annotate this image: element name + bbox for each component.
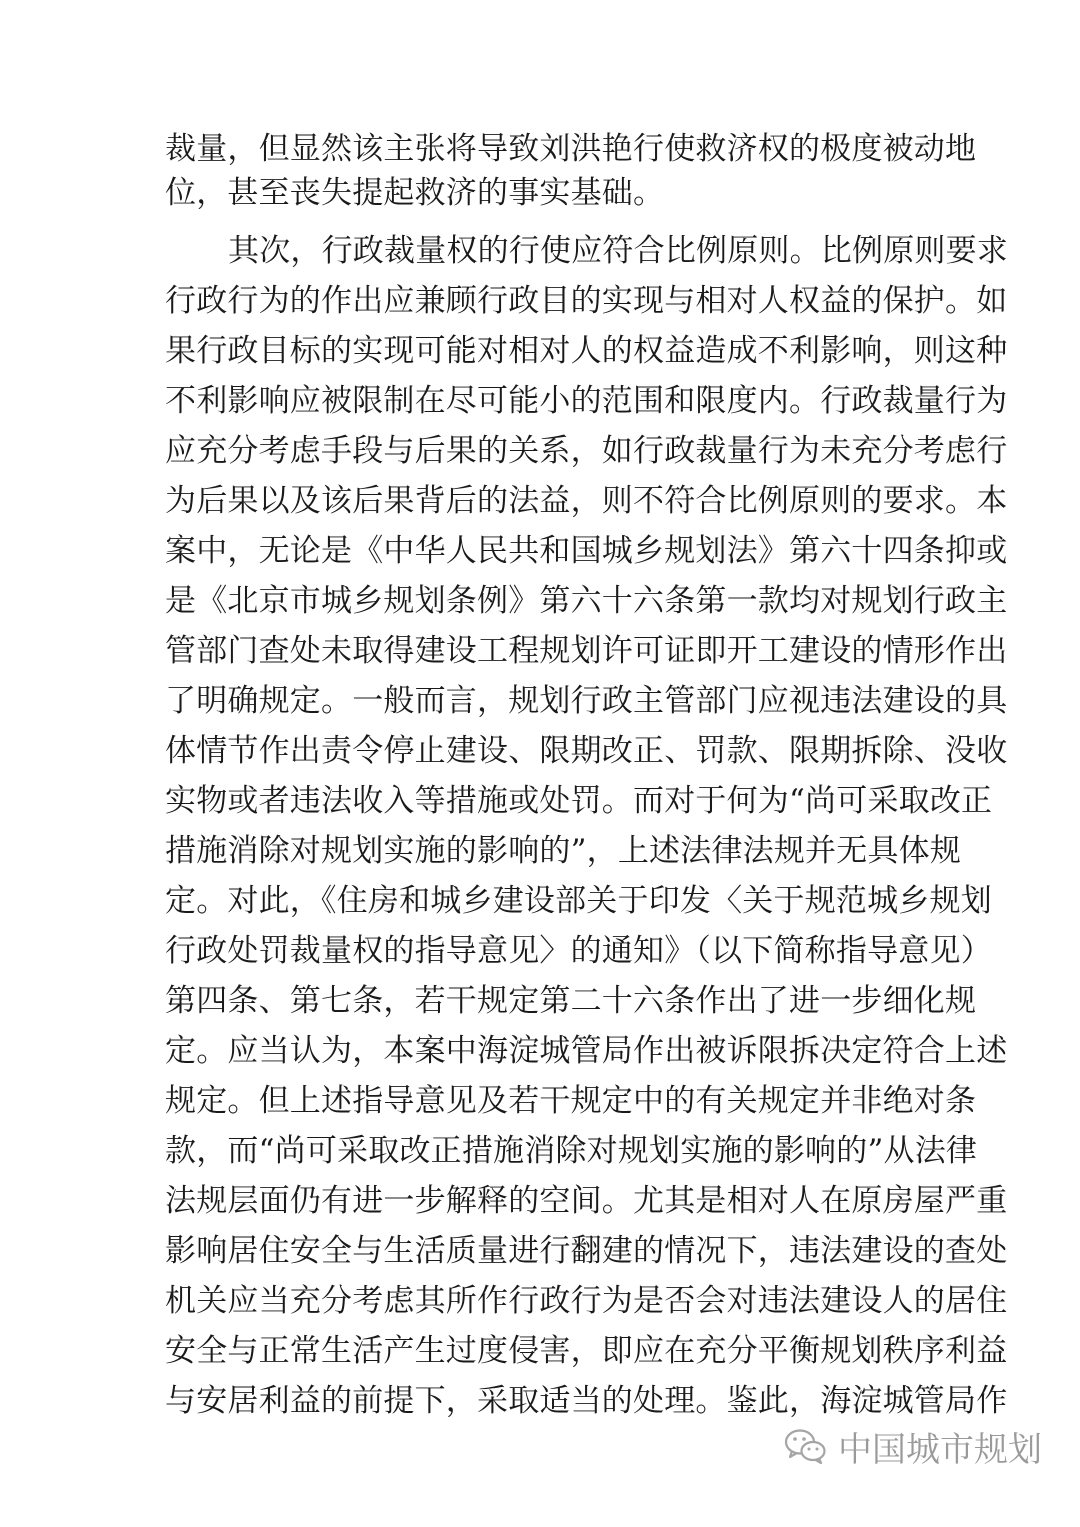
text-line: 措施消除对规划实施的影响的”，上述法律法规并无具体规 <box>165 833 962 869</box>
text-line: 行政行为的作出应兼顾行政目的实现与相对人权益的保护。如 <box>165 283 1008 319</box>
text-line: 案中，无论是《中华人民共和国城乡规划法》第六十四条抑或 <box>165 533 1008 569</box>
text-line: 其次，行政裁量权的行使应符合比例原则。比例原则要求 <box>228 233 1008 269</box>
text-line: 裁量，但显然该主张将导致刘洪艳行使救济权的极度被动地 <box>165 131 977 167</box>
text-line: 安全与正常生活产生过度侵害，即应在充分平衡规划秩序利益 <box>165 1333 1008 1369</box>
text-line: 实物或者违法收入等措施或处罚。而对于何为“尚可采取改正 <box>165 783 993 819</box>
text-line: 管部门查处未取得建设工程规划许可证即开工建设的情形作出 <box>165 633 1008 669</box>
wechat-icon <box>784 1426 828 1466</box>
text-line: 行政处罚裁量权的指导意见〉的通知》（以下简称指导意见） <box>165 933 992 969</box>
text-line: 定。应当认为，本案中海淀城管局作出被诉限拆决定符合上述 <box>165 1033 1008 1069</box>
text-line: 与安居利益的前提下，采取适当的处理。鉴此，海淀城管局作 <box>165 1383 1008 1419</box>
text-line: 体情节作出责令停止建设、限期改正、罚款、限期拆除、没收 <box>165 733 1008 769</box>
watermark-text: 中国城市规划 <box>838 1429 1042 1470</box>
text-line: 为后果以及该后果背后的法益，则不符合比例原则的要求。本 <box>165 483 1008 519</box>
text-line: 不利影响应被限制在尽可能小的范围和限度内。行政裁量行为 <box>165 383 1008 419</box>
text-line: 定。对此，《住房和城乡建设部关于印发〈关于规范城乡规划 <box>165 883 992 919</box>
text-line: 果行政目标的实现可能对相对人的权益造成不利影响，则这种 <box>165 333 1008 369</box>
text-line: 规定。但上述指导意见及若干规定中的有关规定并非绝对条 <box>165 1083 977 1119</box>
text-line: 是《北京市城乡规划条例》第六十六条第一款均对规划行政主 <box>165 583 1008 619</box>
text-line: 机关应当充分考虑其所作行政行为是否会对违法建设人的居住 <box>165 1283 1008 1319</box>
text-line: 款，而“尚可采取改正措施消除对规划实施的影响的”从法律 <box>165 1133 978 1169</box>
text-line: 法规层面仍有进一步解释的空间。尤其是相对人在原房屋严重 <box>165 1183 1008 1219</box>
text-line: 了明确规定。一般而言，规划行政主管部门应视违法建设的具 <box>165 683 1008 719</box>
text-line: 第四条、第七条，若干规定第二十六条作出了进一步细化规 <box>165 983 977 1019</box>
watermark <box>784 1418 1042 1474</box>
text-line: 应充分考虑手段与后果的关系，如行政裁量行为未充分考虑行 <box>165 433 1008 469</box>
text-line: 影响居住安全与生活质量进行翻建的情况下，违法建设的查处 <box>165 1233 1008 1269</box>
text-line: 位，甚至丧失提起救济的事实基础。 <box>165 175 665 211</box>
